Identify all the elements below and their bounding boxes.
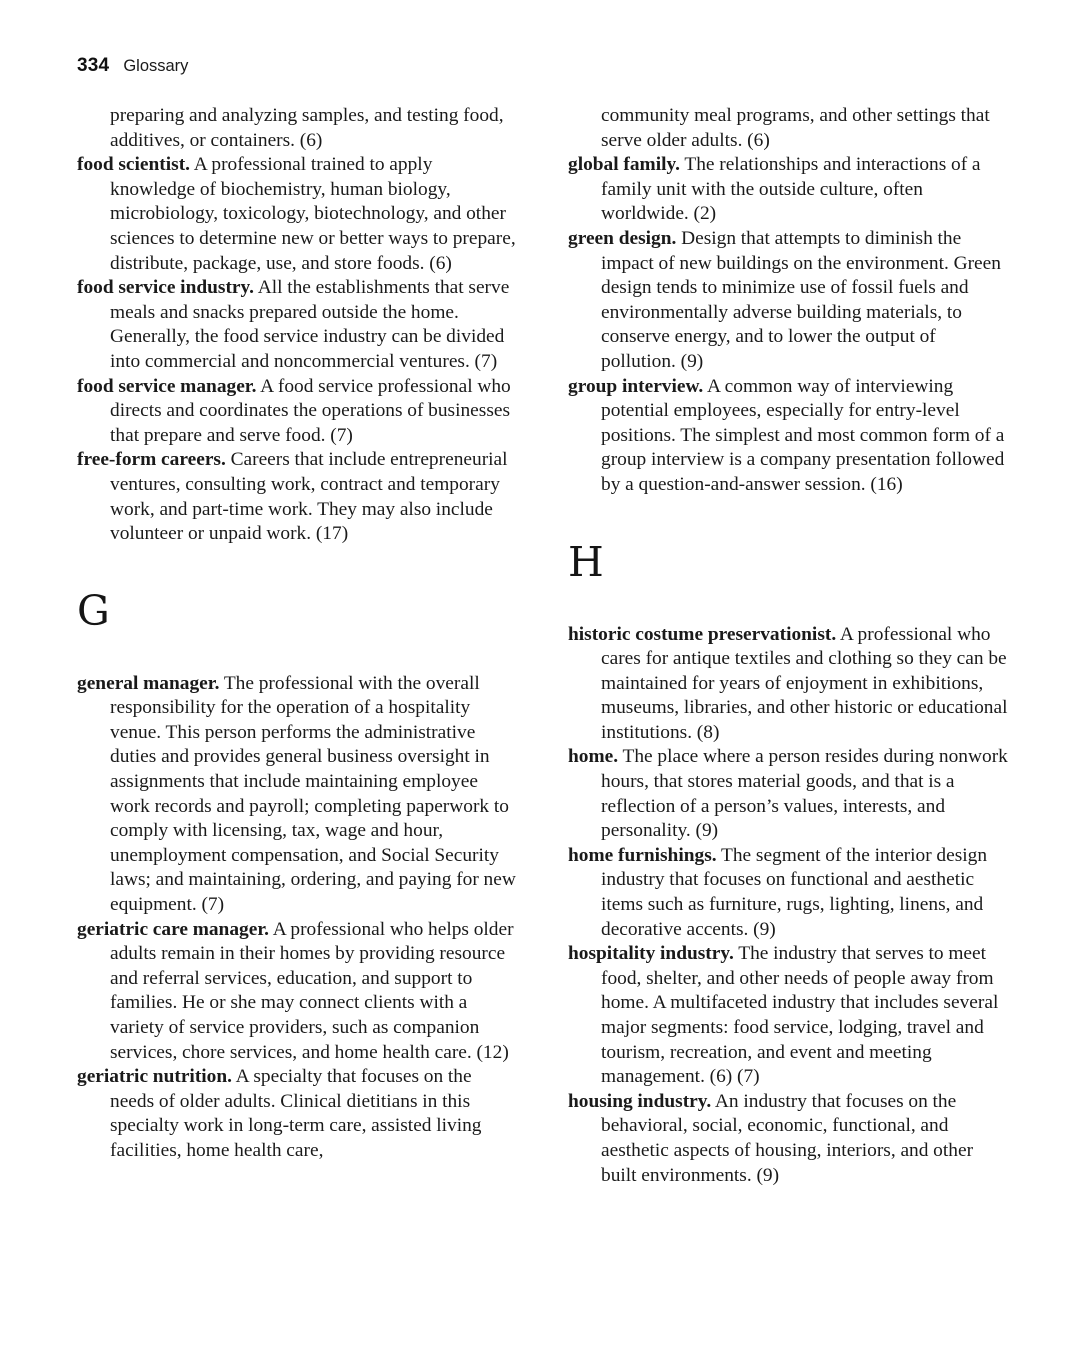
- entry-term: housing industry.: [568, 1090, 712, 1112]
- glossary-entry: [77, 448, 520, 546]
- right-column: [568, 104, 1011, 1284]
- entry-definition: The segment of the interior design industry that focuses on functional and aesthetic items such as furniture, rugs, lighting, linens, and decorative accents. (9): [601, 844, 988, 940]
- entry-term: food scientist.: [77, 154, 191, 176]
- glossary-entry: [77, 276, 520, 374]
- continued-entry: preparing and analyzing samples, and testing food, additives, or containers. (6): [110, 105, 504, 151]
- entry-definition: The professional with the overall responsibility for the operation of a hospitality venue. This person performs the administrative duties and provides general business oversight in assignments that include maintaining employee work records and payroll; completing paperwork to comply with licensing, tax, wage and hour, unemployment compensation, and Social Security laws; and maintaining, ordering, and paying for new equipment. (7): [110, 672, 516, 916]
- entry-term: free-form careers.: [77, 449, 226, 471]
- entry-term: general manager.: [77, 672, 220, 694]
- section-letter-h: H: [568, 537, 605, 586]
- glossary-entry: [568, 153, 1011, 227]
- entry-term: hospitality industry.: [568, 943, 734, 965]
- glossary-entry: [568, 844, 1011, 942]
- entry-term: global family.: [568, 154, 680, 176]
- entry-term: home.: [568, 746, 619, 768]
- glossary-entry: [568, 1090, 1011, 1188]
- glossary-entry: [568, 227, 1011, 375]
- entry-term: geriatric care manager.: [77, 918, 270, 940]
- entry-term: green design.: [568, 227, 677, 249]
- entry-definition: A professional who cares for antique textiles and clothing so they can be maintained for years of enjoyment in exhibitions, museums, libraries, and other historic or educational institutions. (8): [601, 623, 1008, 743]
- glossary-entry: [77, 153, 520, 276]
- entry-definition: A specialty that focuses on the needs of older adults. Clinical dietitians in this specialty work in long-term care, assisted living facilities, home health care,: [110, 1066, 482, 1161]
- entry-term: historic costume preservationist.: [568, 623, 837, 645]
- glossary-entry: [568, 623, 1011, 746]
- entry-definition: A professional who helps older adults remain in their homes by providing resource and referral services, education, and support to families. He or she may connect clients with a variety of service providers, such as companion services, chore services, and home health care. (12): [110, 918, 514, 1063]
- entry-definition: A professional trained to apply knowledge of biochemistry, human biology, microbiology, toxicology, biotechnology, and other sciences to determine new or better ways to prepare, distribute, package, use, and store foods. (6): [110, 154, 516, 274]
- entry-term: home furnishings.: [568, 844, 717, 866]
- left-column: [77, 104, 520, 1284]
- entry-definition: The place where a person resides during nonwork hours, that stores material goods, and that is a reflection of a person’s values, interests, and personality. (9): [601, 746, 1008, 842]
- entry-term: food service industry.: [77, 277, 255, 299]
- glossary-entry: [77, 672, 520, 918]
- glossary-entry: [77, 375, 520, 449]
- entry-definition: The industry that serves to meet food, shelter, and other needs of people away from home. A multifaceted industry that includes several major segments: food service, lodging, travel and tourism, recreation, and event and meeting management. (6) (7): [601, 943, 999, 1088]
- entry-definition: All the establishments that serve meals and snacks prepared outside the home. Generally, the food service industry can be divided into commercial and noncommercial ventures. (7): [110, 277, 510, 372]
- running-head-label: Glossary: [123, 57, 189, 75]
- entry-definition: The relationships and interactions of a family unit with the outside culture, often worldwide. (2): [601, 154, 981, 225]
- entry-definition: Careers that include entrepreneurial ventures, consulting work, contract and temporary work, and part-time work. They may also include volunteer or unpaid work. (17): [110, 449, 508, 545]
- entry-term: geriatric nutrition.: [77, 1066, 232, 1088]
- entry-term: food service manager.: [77, 375, 257, 397]
- section-spacer: [568, 498, 1011, 542]
- continued-entry: community meal programs, and other settings that serve older adults. (6): [601, 105, 990, 151]
- glossary-entry: [568, 942, 1011, 1090]
- running-head: [77, 55, 188, 77]
- glossary-entry: [77, 1065, 520, 1163]
- body-columns: [77, 104, 1011, 1284]
- entry-definition: An industry that focuses on the behavioral, social, economic, functional, and aesthetic aspects of housing, interiors, and other built environments. (9): [601, 1090, 974, 1186]
- entry-definition: Design that attempts to diminish the impact of new buildings on the environment. Green design tends to minimize use of fossil fuels and environmentally adverse building materials, to conserve energy, and to lower the output of pollution. (9): [601, 227, 1001, 372]
- section-spacer: [77, 632, 520, 672]
- section-spacer: [568, 583, 1011, 623]
- glossary-entry: [568, 375, 1011, 498]
- glossary-entry: [77, 918, 520, 1066]
- page-number: 334: [77, 55, 110, 76]
- glossary-entry: [568, 745, 1011, 843]
- entry-term: group interview.: [568, 375, 704, 397]
- entry-definition: A common way of interviewing potential employees, especially for entry-level positions. The simplest and most common form of a group interview is a company presentation followed by a question-and-answer session. (16): [601, 375, 1005, 495]
- section-spacer: [77, 547, 520, 591]
- section-letter-g: G: [77, 586, 111, 635]
- entry-definition: A food service professional who directs and coordinates the operations of businesses that prepare and serve food. (7): [110, 375, 511, 446]
